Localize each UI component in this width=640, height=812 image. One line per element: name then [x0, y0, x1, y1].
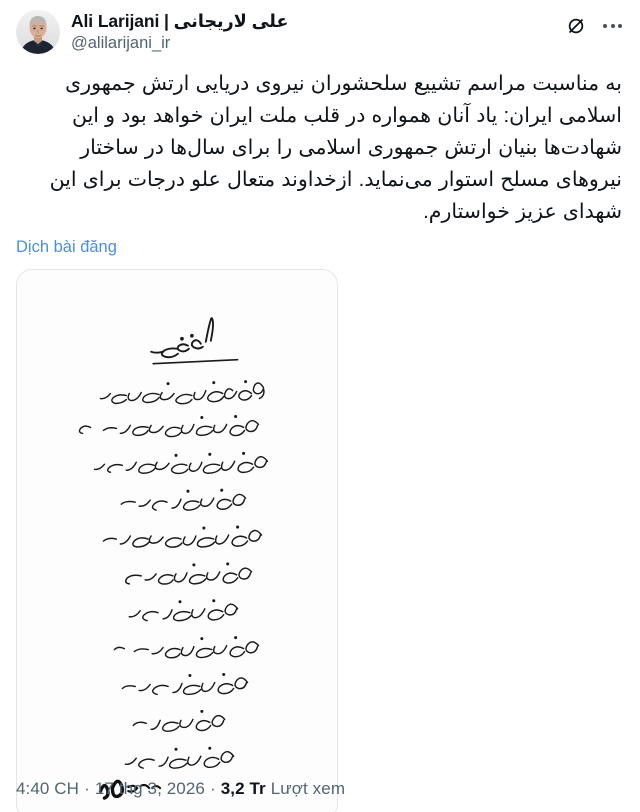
avatar[interactable] [16, 10, 60, 54]
post-metadata [16, 779, 345, 799]
handwritten-letter-image [17, 270, 337, 812]
author-handle[interactable]: @alilarijani_ir [71, 33, 171, 52]
post-time: 4:40 CH [16, 779, 80, 798]
metadata-separator: · [209, 779, 216, 798]
post-header [16, 0, 624, 56]
dot [618, 24, 622, 28]
avatar-image [16, 10, 60, 54]
dot [611, 24, 615, 28]
translate-post-link[interactable]: Dịch bài đăng [16, 237, 117, 256]
more-options-icon[interactable] [601, 20, 624, 32]
grok-icon[interactable] [565, 15, 587, 37]
post-text: به مناسبت مراسم تشییع سلحشوران نیروی دریایی ارتش جمهوری اسلامی ایران: یاد آنان همواره در قلب ملت ایران خواهد بود و این شهادت‌ها بنیان ارتش جمهوری اسلامی را برای سال‌ها در ساختار نیروهای مسلح استوار می‌نماید. ازخداوند متعال علو درجات برای این شهدای عزیز خواستارم. [49, 72, 622, 223]
header-actions [565, 10, 624, 37]
grok-icon-glyph [566, 16, 586, 36]
author-identity [60, 10, 565, 53]
dot [603, 24, 607, 28]
views-label[interactable]: Lượt xem [270, 779, 346, 798]
metadata-separator: · [84, 779, 90, 798]
author-display-name[interactable]: Ali Larijani | علی لاریجانی [71, 11, 289, 31]
views-count[interactable]: 3,2 Tr [220, 779, 266, 798]
media-image-card[interactable] [16, 269, 338, 812]
post-date: 17 thg 3, 2026 [94, 779, 205, 798]
